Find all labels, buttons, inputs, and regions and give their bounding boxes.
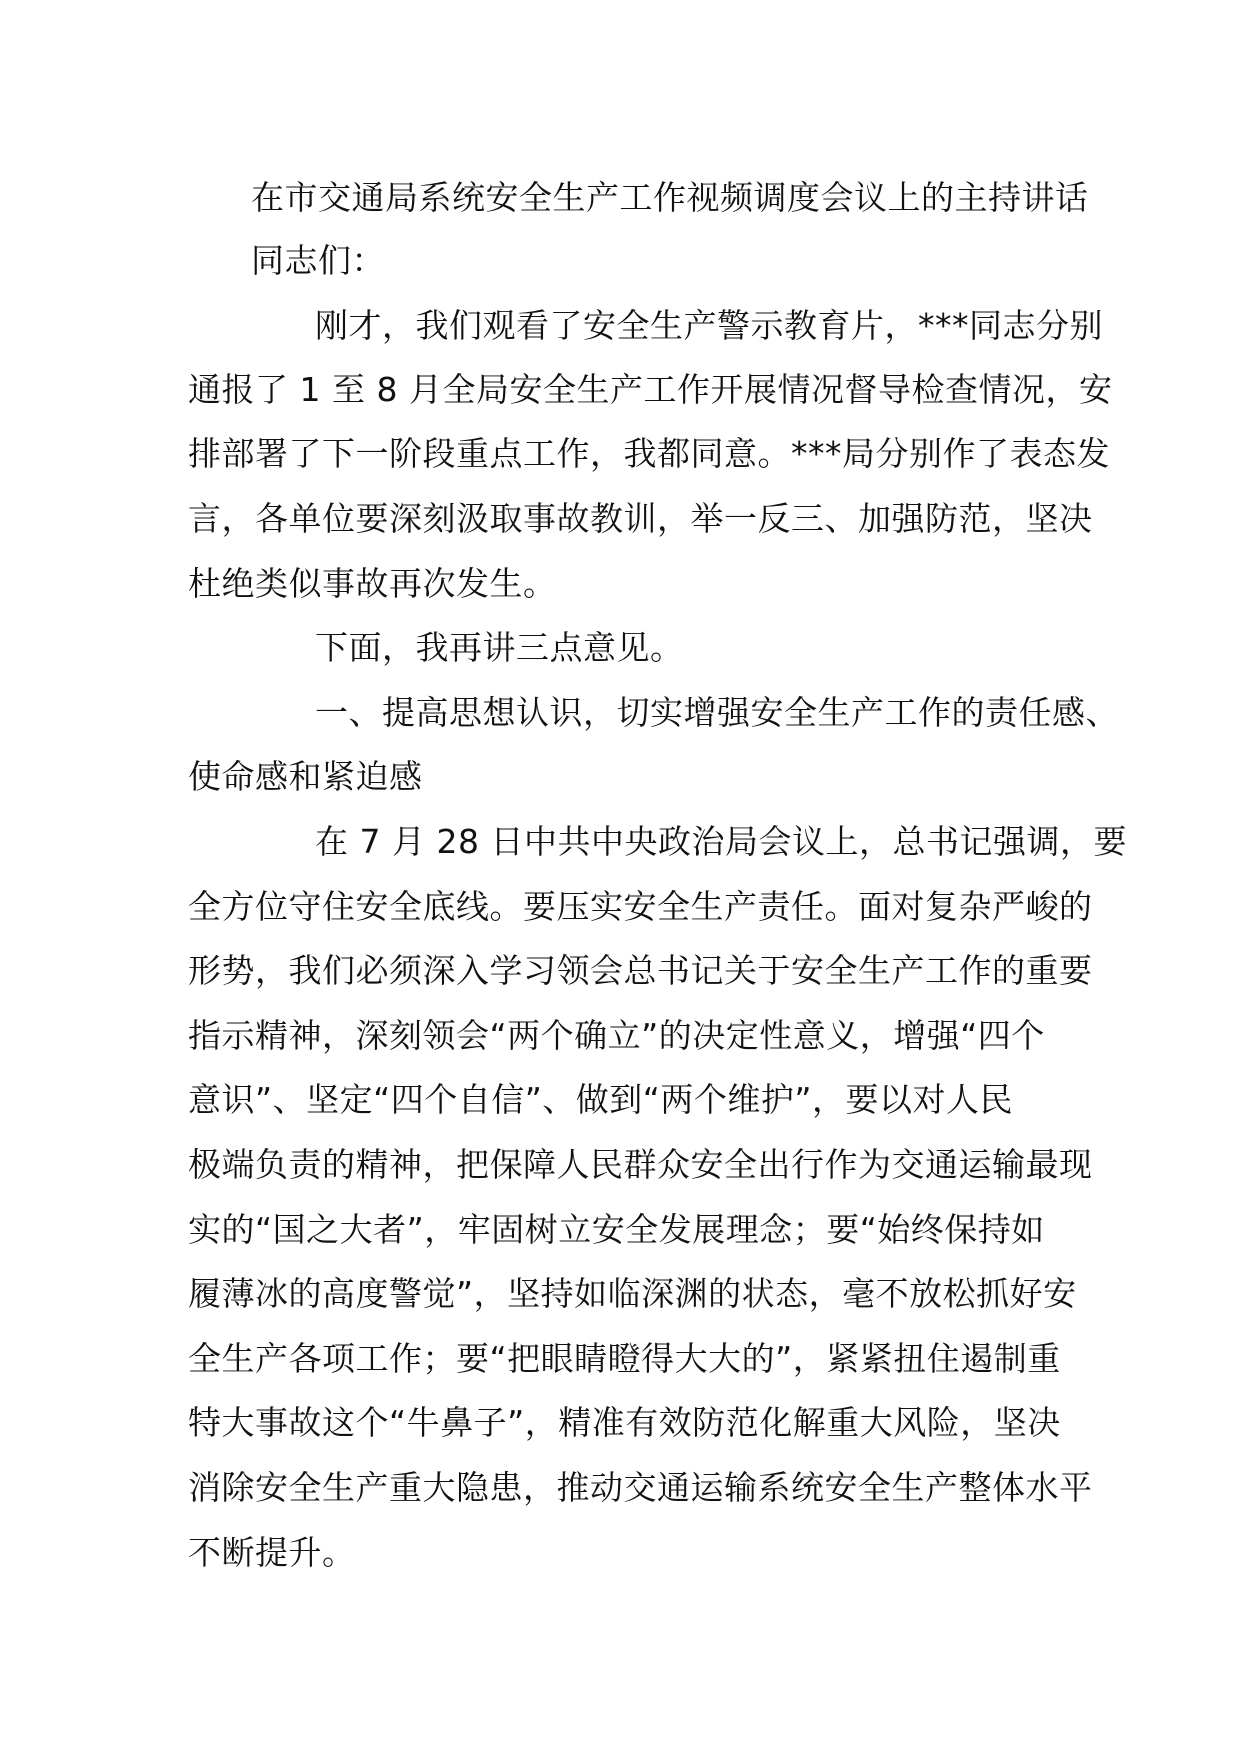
paragraph-line: 形势，我们必须深入学习领会总书记关于安全生产工作的重要	[188, 951, 1093, 990]
paragraph-line: 下面，我再讲三点意见。	[315, 628, 684, 667]
section-heading-line: 一、提高思想认识，切实增强安全生产工作的责任感、	[315, 693, 1119, 732]
paragraph-line: 实的“国之大者”，牢固树立安全发展理念；要“始终保持如	[188, 1210, 1045, 1249]
paragraph-line: 极端负责的精神，把保障人民群众安全出行作为交通运输最现	[188, 1145, 1093, 1184]
paragraph-line: 排部署了下一阶段重点工作，我都同意。***局分别作了表态发	[188, 434, 1110, 473]
paragraph-line: 刚才，我们观看了安全生产警示教育片，***同志分别	[315, 306, 1103, 345]
paragraph-line: 言，各单位要深刻汲取事故教训，举一反三、加强防范，坚决	[188, 499, 1093, 538]
paragraph-line: 履薄冰的高度警觉”，坚持如临深渊的状态，毫不放松抓好安	[188, 1274, 1077, 1313]
paragraph-line: 杜绝类似事故再次发生。	[188, 564, 557, 603]
salutation: 同志们：	[251, 241, 385, 280]
paragraph-line: 全生产各项工作；要“把眼睛瞪得大大的”，紧紧扭住遏制重	[188, 1339, 1061, 1378]
paragraph-line: 不断提升。	[188, 1533, 356, 1572]
paragraph-line: 指示精神，深刻领会“两个确立”的决定性意义，增强“四个	[188, 1016, 1045, 1055]
paragraph-line: 意识”、坚定“四个自信”、做到“两个维护”，要以对人民	[188, 1080, 1013, 1119]
section-heading-line: 使命感和紧迫感	[188, 757, 423, 796]
paragraph-line: 消除安全生产重大隐患，推动交通运输系统安全生产整体水平	[188, 1468, 1093, 1507]
paragraph-line: 全方位守住安全底线。要压实安全生产责任。面对复杂严峻的	[188, 887, 1093, 926]
paragraph-line: 特大事故这个“牛鼻子”，精准有效防范化解重大风险，坚决	[188, 1403, 1061, 1442]
paragraph-line: 通报了 1 至 8 月全局安全生产工作开展情况督导检查情况，安	[188, 370, 1113, 409]
paragraph-line: 在 7 月 28 日中共中央政治局会议上，总书记强调，要	[315, 822, 1127, 861]
document-title: 在市交通局系统安全生产工作视频调度会议上的主持讲话	[251, 178, 1089, 217]
